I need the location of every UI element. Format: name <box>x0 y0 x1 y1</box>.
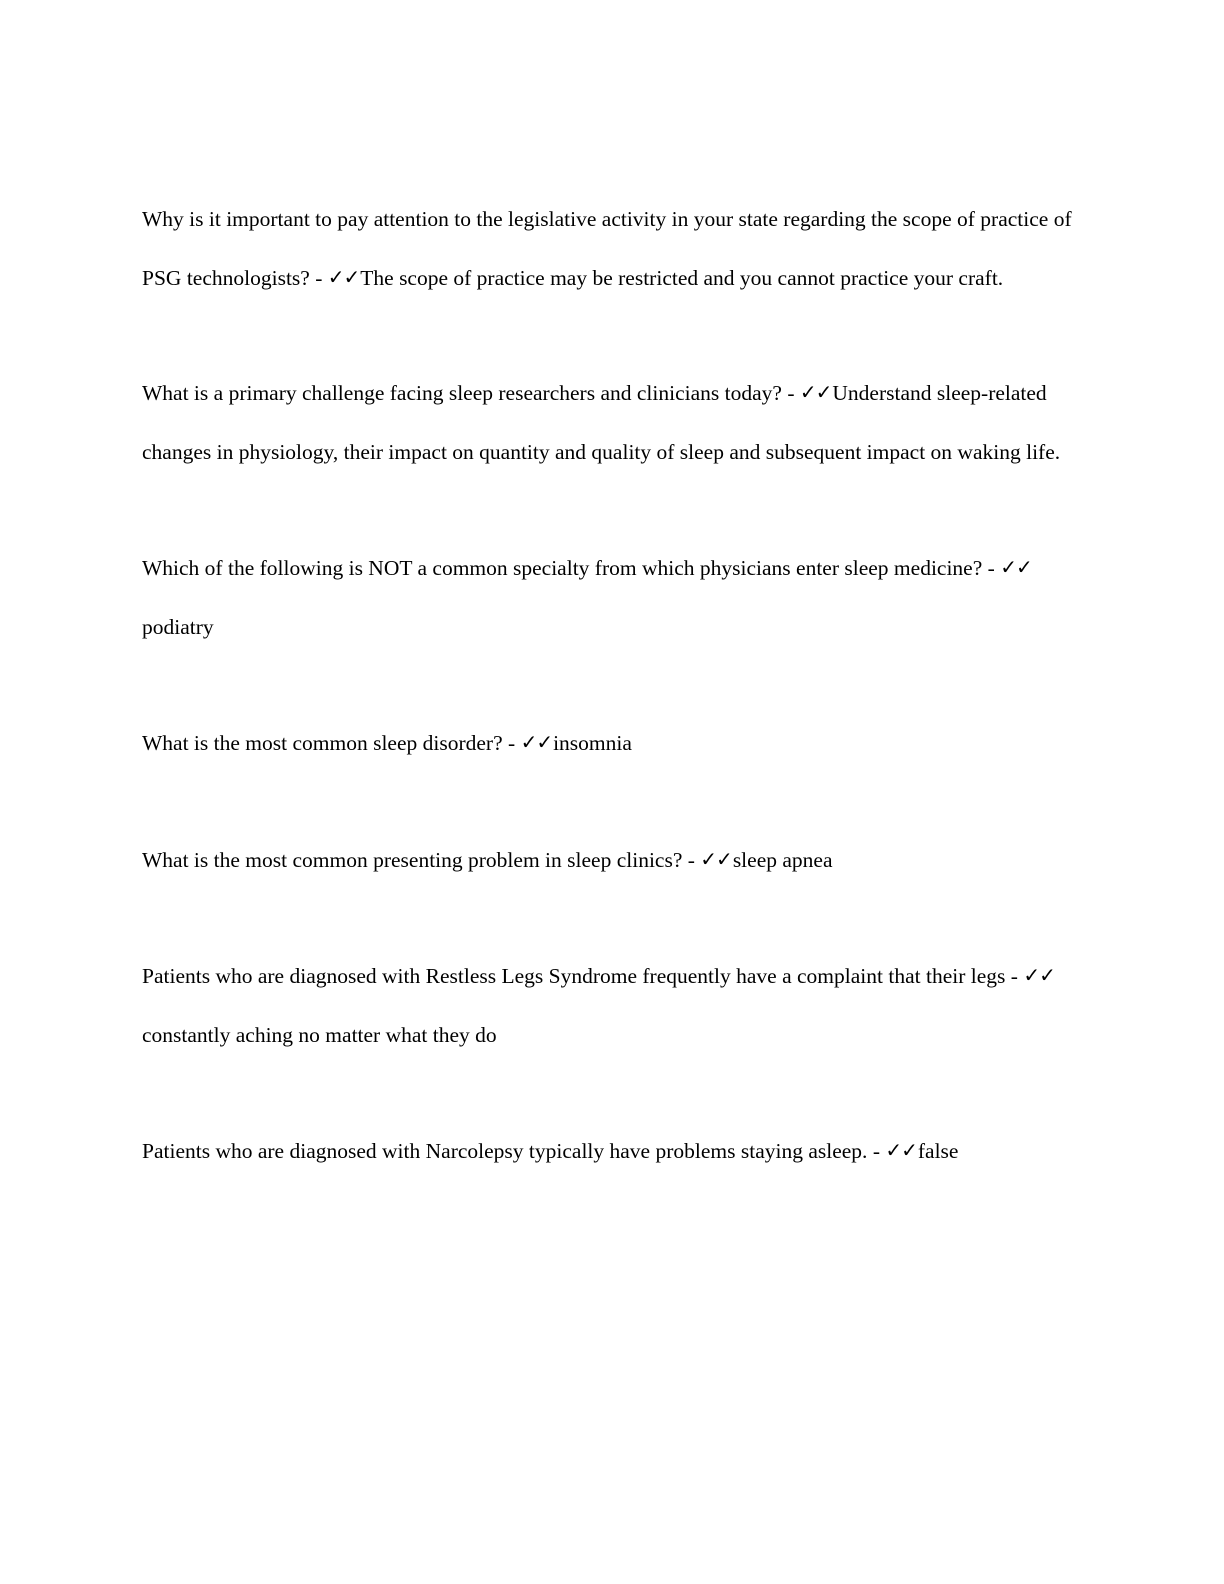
answer-text: Understand sleep-related changes in physiology, their impact on quantity and quality of sleep and subsequent impact on waking life. <box>142 381 1061 464</box>
separator: - <box>867 1139 886 1163</box>
separator: - <box>682 847 701 872</box>
double-check-icon: ✓✓ <box>327 264 360 289</box>
answer-text: sleep apnea <box>732 847 833 872</box>
separator: - <box>982 556 1001 580</box>
separator: - <box>781 381 800 405</box>
question-text: What is a primary challenge facing sleep researchers and clinicians today? <box>142 381 782 405</box>
question-text: Patients who are diagnosed with Narcolepsy typically have problems staying asleep. <box>142 1139 868 1163</box>
answer-text: constantly aching no matter what they do <box>142 1022 497 1047</box>
double-check-icon: ✓✓ <box>799 380 832 404</box>
question-text: What is the most common sleep disorder? <box>142 731 503 755</box>
double-check-icon: ✓✓ <box>700 846 732 871</box>
question-text: Why is it important to pay attention to the legislative activity in your state regarding the scope of practice of PSG technologists? <box>142 207 1072 290</box>
double-check-icon: ✓✓ <box>520 730 553 754</box>
question-text: Which of the following is NOT a common specialty from which physicians enter sleep medicine? <box>142 556 983 580</box>
question-text: Patients who are diagnosed with Restless Legs Syndrome frequently have a complaint that their legs <box>142 964 1006 988</box>
qa-item-6 <box>142 947 1082 1064</box>
qa-item-1 <box>142 190 1082 307</box>
qa-item-7 <box>142 1122 1082 1181</box>
answer-text: The scope of practice may be restricted and you cannot practice your craft. <box>360 265 1004 290</box>
qa-item-3 <box>142 539 1082 656</box>
separator: - <box>1005 964 1024 988</box>
document-body <box>142 190 1082 1239</box>
qa-item-2 <box>142 364 1082 481</box>
separator: - <box>502 731 521 755</box>
separator: - <box>309 265 328 290</box>
qa-item-5 <box>142 831 1082 890</box>
answer-text: false <box>917 1139 959 1163</box>
answer-text: insomnia <box>553 731 632 755</box>
double-check-icon: ✓✓ <box>885 1138 917 1162</box>
double-check-icon: ✓✓ <box>1000 555 1032 579</box>
qa-item-4 <box>142 714 1082 773</box>
question-text: What is the most common presenting problem in sleep clinics? <box>142 847 683 872</box>
double-check-icon: ✓✓ <box>1023 963 1055 987</box>
answer-text: podiatry <box>142 614 214 639</box>
